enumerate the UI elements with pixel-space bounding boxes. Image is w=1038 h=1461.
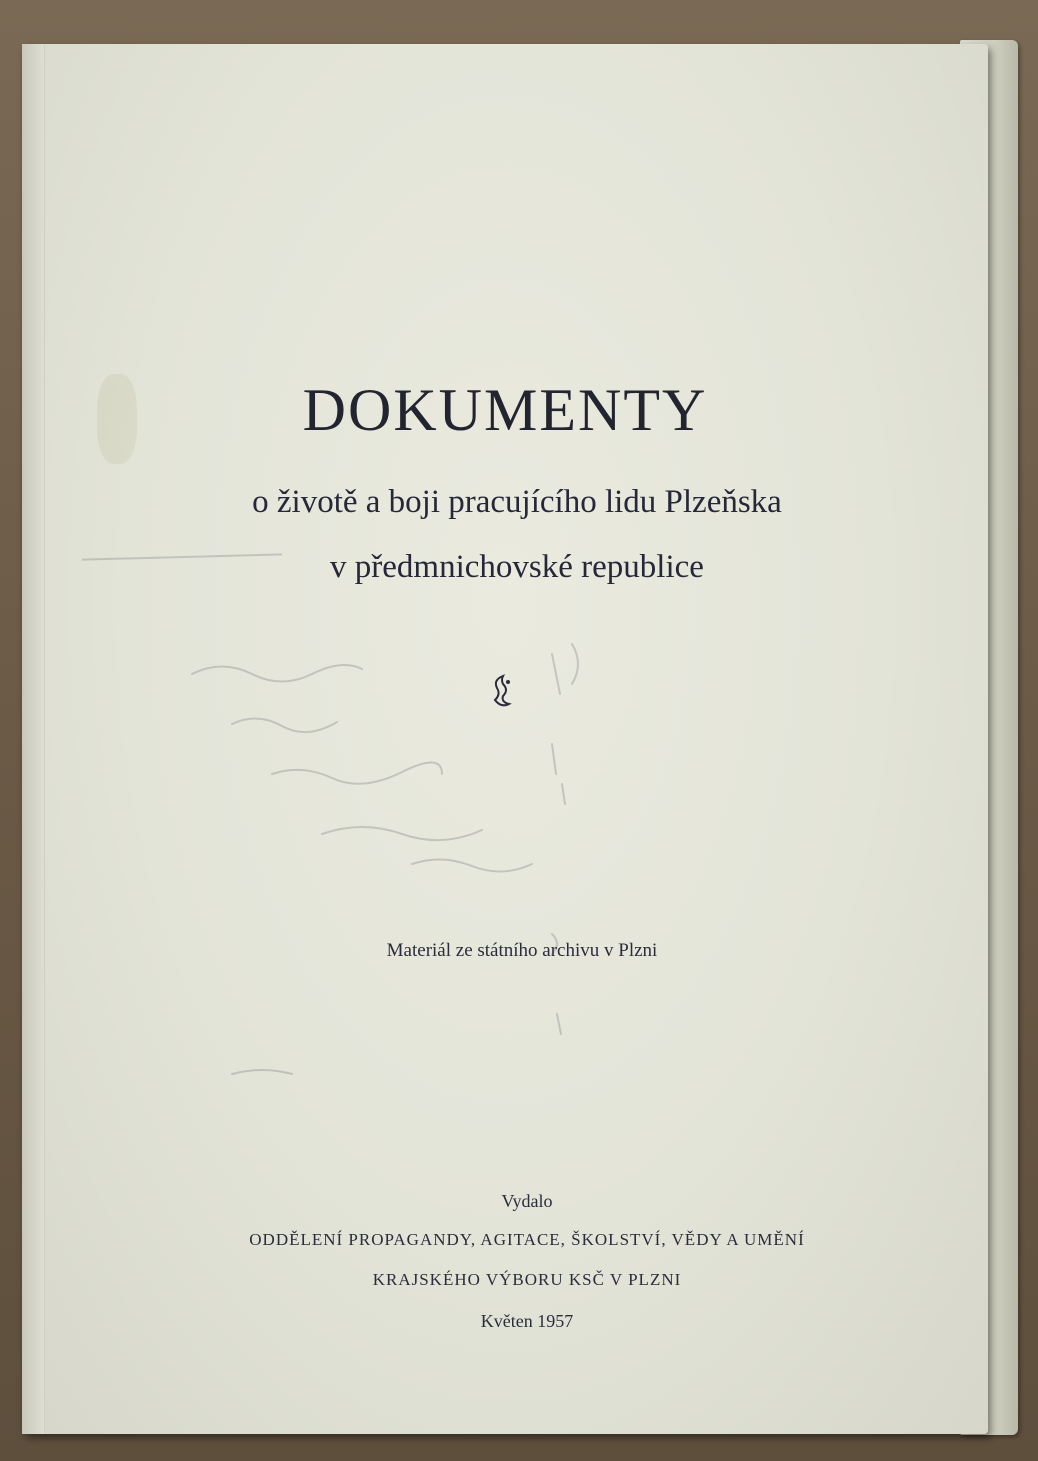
faded-pencil-notes (172, 634, 672, 1104)
cover-title: DOKUMENTY (302, 377, 708, 443)
fleuron-ornament-icon (488, 672, 518, 712)
material-note: Materiál ze státního archivu v Plzni (386, 940, 658, 961)
imprint-committee: KRAJSKÉHO VÝBORU KSČ V PLZNI (372, 1270, 682, 1289)
cover-subtitle-line-2: v předmnichovské republice (330, 549, 704, 585)
cover-subtitle-line-1: o životě a boji pracujícího lidu Plzeňska (252, 484, 782, 520)
imprint-published-by: Vydalo (501, 1191, 553, 1211)
paper-stain (97, 374, 137, 464)
imprint-date: Květen 1957 (480, 1311, 574, 1331)
booklet-cover (22, 44, 988, 1434)
imprint-department: ODDĚLENÍ PROPAGANDY, AGITACE, ŠKOLSTVÍ, VĚDY A UMĚNÍ (249, 1230, 805, 1249)
stapled-spine (22, 44, 45, 1434)
